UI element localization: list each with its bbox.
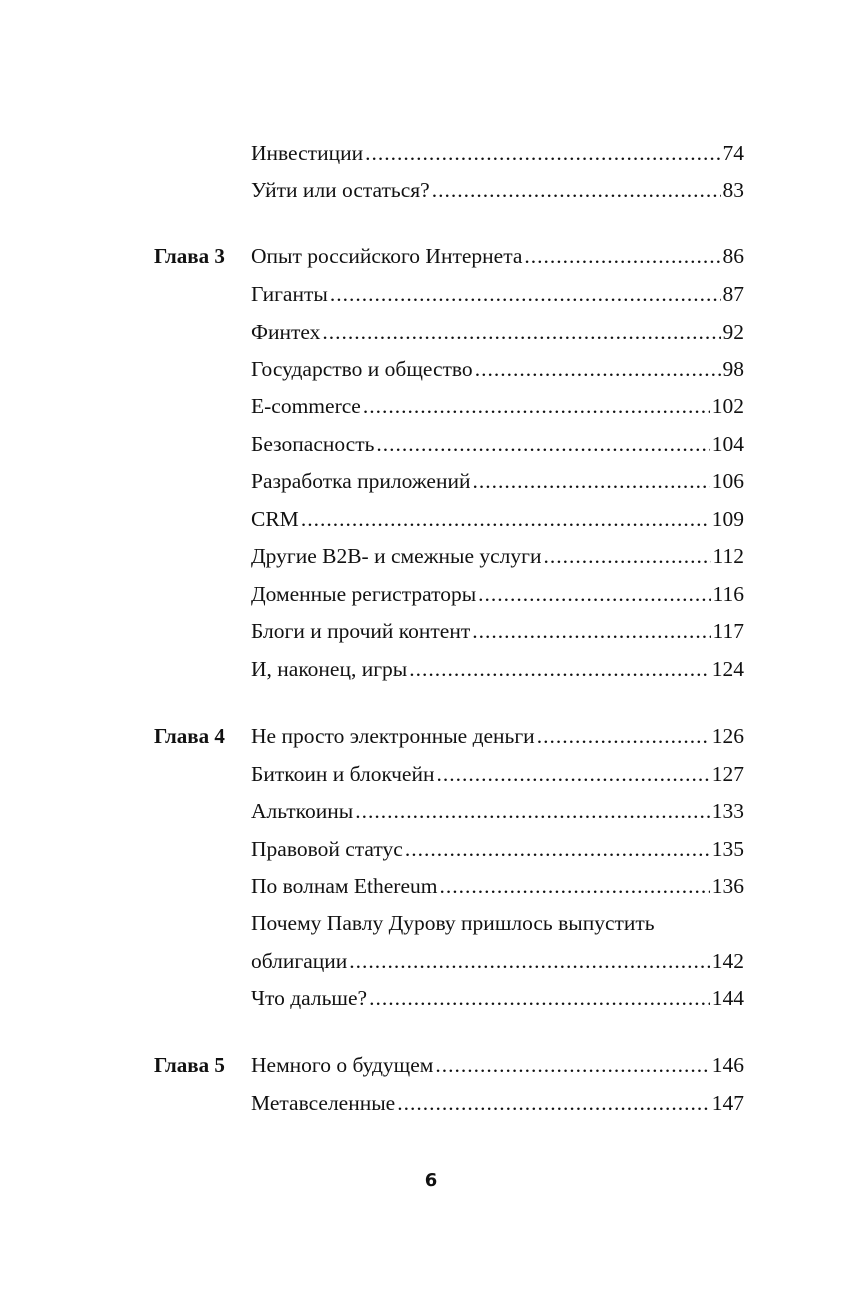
dot-leader [435, 1046, 709, 1084]
toc-entry-page: 98 [722, 357, 744, 381]
toc-entry-page: 127 [711, 762, 744, 786]
toc-entry [0, 612, 862, 650]
dot-leader [405, 830, 710, 868]
toc-entry-title: Инвестиции [251, 141, 364, 165]
toc-entry-first-line [0, 904, 862, 942]
toc-entry-line [251, 830, 744, 868]
chapter-label: Глава 5 [154, 1053, 225, 1077]
page-number: 6 [424, 1170, 438, 1191]
toc-entry-page: 87 [722, 282, 744, 306]
toc-entry-title: Гиганты [251, 282, 328, 306]
toc-entry-line [251, 237, 744, 275]
toc-entry-title: Немного о будущем [251, 1053, 434, 1077]
toc-entry-page: 86 [722, 244, 744, 268]
toc-entry [0, 650, 862, 688]
toc-entry [0, 537, 862, 575]
toc-entry-page: 104 [711, 432, 744, 456]
toc-entry-title: Доменные регистраторы [251, 582, 477, 606]
dot-leader [369, 979, 710, 1017]
toc-entry-line [251, 313, 744, 351]
dot-leader [524, 237, 720, 275]
toc-entry-line [251, 755, 744, 793]
dot-leader [349, 942, 709, 980]
toc-entry [0, 313, 862, 351]
toc-entry-line [251, 500, 744, 538]
toc-entry-title: CRM [251, 507, 299, 531]
toc-entry-line [251, 425, 744, 463]
toc-entry [0, 425, 862, 463]
toc-entry-line [251, 650, 744, 688]
toc-entry-title: Не просто электронные деньги [251, 724, 535, 748]
toc-entry [0, 1046, 862, 1084]
toc-entry [0, 830, 862, 868]
toc-entry-page: 92 [722, 320, 744, 344]
toc-entry-line [251, 867, 744, 905]
toc-entry-title: Что дальше? [251, 986, 368, 1010]
toc-entry-page: 147 [711, 1091, 744, 1115]
toc-entry-title: Государство и общество [251, 357, 473, 381]
toc-entry-line [251, 942, 744, 980]
dot-leader [301, 500, 710, 538]
toc-entry-title: Метавселенные [251, 1091, 396, 1115]
toc-entry-page: 146 [711, 1053, 744, 1077]
toc-entry [0, 867, 862, 905]
toc-entry [0, 171, 862, 209]
toc-entry-title: Другие B2B- и смежные услуги [251, 544, 542, 568]
chapter-label: Глава 4 [154, 724, 225, 748]
toc-entry [0, 387, 862, 425]
dot-leader [409, 650, 709, 688]
toc-entry [0, 1084, 862, 1122]
toc-entry-page: 112 [712, 544, 744, 568]
toc-entry-title: Опыт российского Интернета [251, 244, 523, 268]
toc-entry-line [251, 1084, 744, 1122]
toc-entry-page: 142 [711, 949, 744, 973]
toc-entry-line [251, 1046, 744, 1084]
dot-leader [478, 575, 710, 613]
toc-entry-page: 116 [712, 582, 744, 606]
toc-entry-page: 144 [711, 986, 744, 1010]
toc-entry [0, 717, 862, 755]
toc-entry-line [251, 171, 744, 209]
dot-leader [322, 313, 720, 351]
toc-entry-line [251, 350, 744, 388]
toc-entry-title-continued: облигации [251, 949, 348, 973]
chapter-label: Глава 3 [154, 244, 225, 268]
dot-leader [376, 425, 709, 463]
toc-entry [0, 575, 862, 613]
toc-entry-title: Правовой статус [251, 837, 403, 861]
dot-leader [543, 537, 710, 575]
toc-entry-line [251, 134, 744, 172]
toc-entry-page: 124 [711, 657, 744, 681]
dot-leader [472, 462, 709, 500]
toc-entry [0, 350, 862, 388]
toc-entry-title: И, наконец, игры [251, 657, 408, 681]
toc-entry [0, 942, 862, 980]
toc-entry-title: Уйти или остаться? [251, 178, 430, 202]
dot-leader [537, 717, 710, 755]
toc-entry-line [251, 537, 744, 575]
toc-entry [0, 237, 862, 275]
toc-entry [0, 462, 862, 500]
dot-leader [439, 867, 709, 905]
dot-leader [436, 755, 709, 793]
dot-leader [472, 612, 710, 650]
dot-leader [365, 134, 720, 172]
toc-entry-page: 133 [711, 799, 744, 823]
toc-entry-page: 135 [711, 837, 744, 861]
toc-entry-line [251, 979, 744, 1017]
toc-entry [0, 979, 862, 1017]
toc-entry-line [251, 612, 744, 650]
toc-entry-line [251, 717, 744, 755]
toc-entry-title: E-commerce [251, 394, 361, 418]
toc-entry-page: 117 [712, 619, 744, 643]
dot-leader [330, 275, 721, 313]
toc-entry-page: 74 [722, 141, 744, 165]
toc-entry-line [251, 575, 744, 613]
dot-leader [475, 350, 721, 388]
toc-entry-title: Разработка приложений [251, 469, 471, 493]
toc-entry-title: Безопасность [251, 432, 375, 456]
toc-entry-line [251, 275, 744, 313]
toc-entry-title: Биткоин и блокчейн [251, 762, 435, 786]
dot-leader [432, 171, 721, 209]
toc-entry [0, 755, 862, 793]
toc-entry-title: Почему Павлу Дурову пришлось выпустить [251, 911, 655, 935]
toc-entry-title: Альткоины [251, 799, 354, 823]
toc-entry-line [251, 792, 744, 830]
toc-entry-line [251, 462, 744, 500]
toc-entry-page: 126 [711, 724, 744, 748]
dot-leader [397, 1084, 710, 1122]
toc-entry-page: 136 [711, 874, 744, 898]
toc-entry [0, 134, 862, 172]
toc-entry-page: 109 [711, 507, 744, 531]
dot-leader [363, 387, 710, 425]
dot-leader [355, 792, 710, 830]
toc-entry-title: Блоги и прочий контент [251, 619, 471, 643]
toc-entry [0, 500, 862, 538]
toc-entry-title: По волнам Ethereum [251, 874, 438, 898]
toc-entry-page: 102 [711, 394, 744, 418]
toc-entry-page: 106 [711, 469, 744, 493]
toc-entry-title: Финтех [251, 320, 321, 344]
toc-entry-line [251, 387, 744, 425]
toc-entry [0, 275, 862, 313]
toc-entry [0, 792, 862, 830]
toc-entry-page: 83 [722, 178, 744, 202]
